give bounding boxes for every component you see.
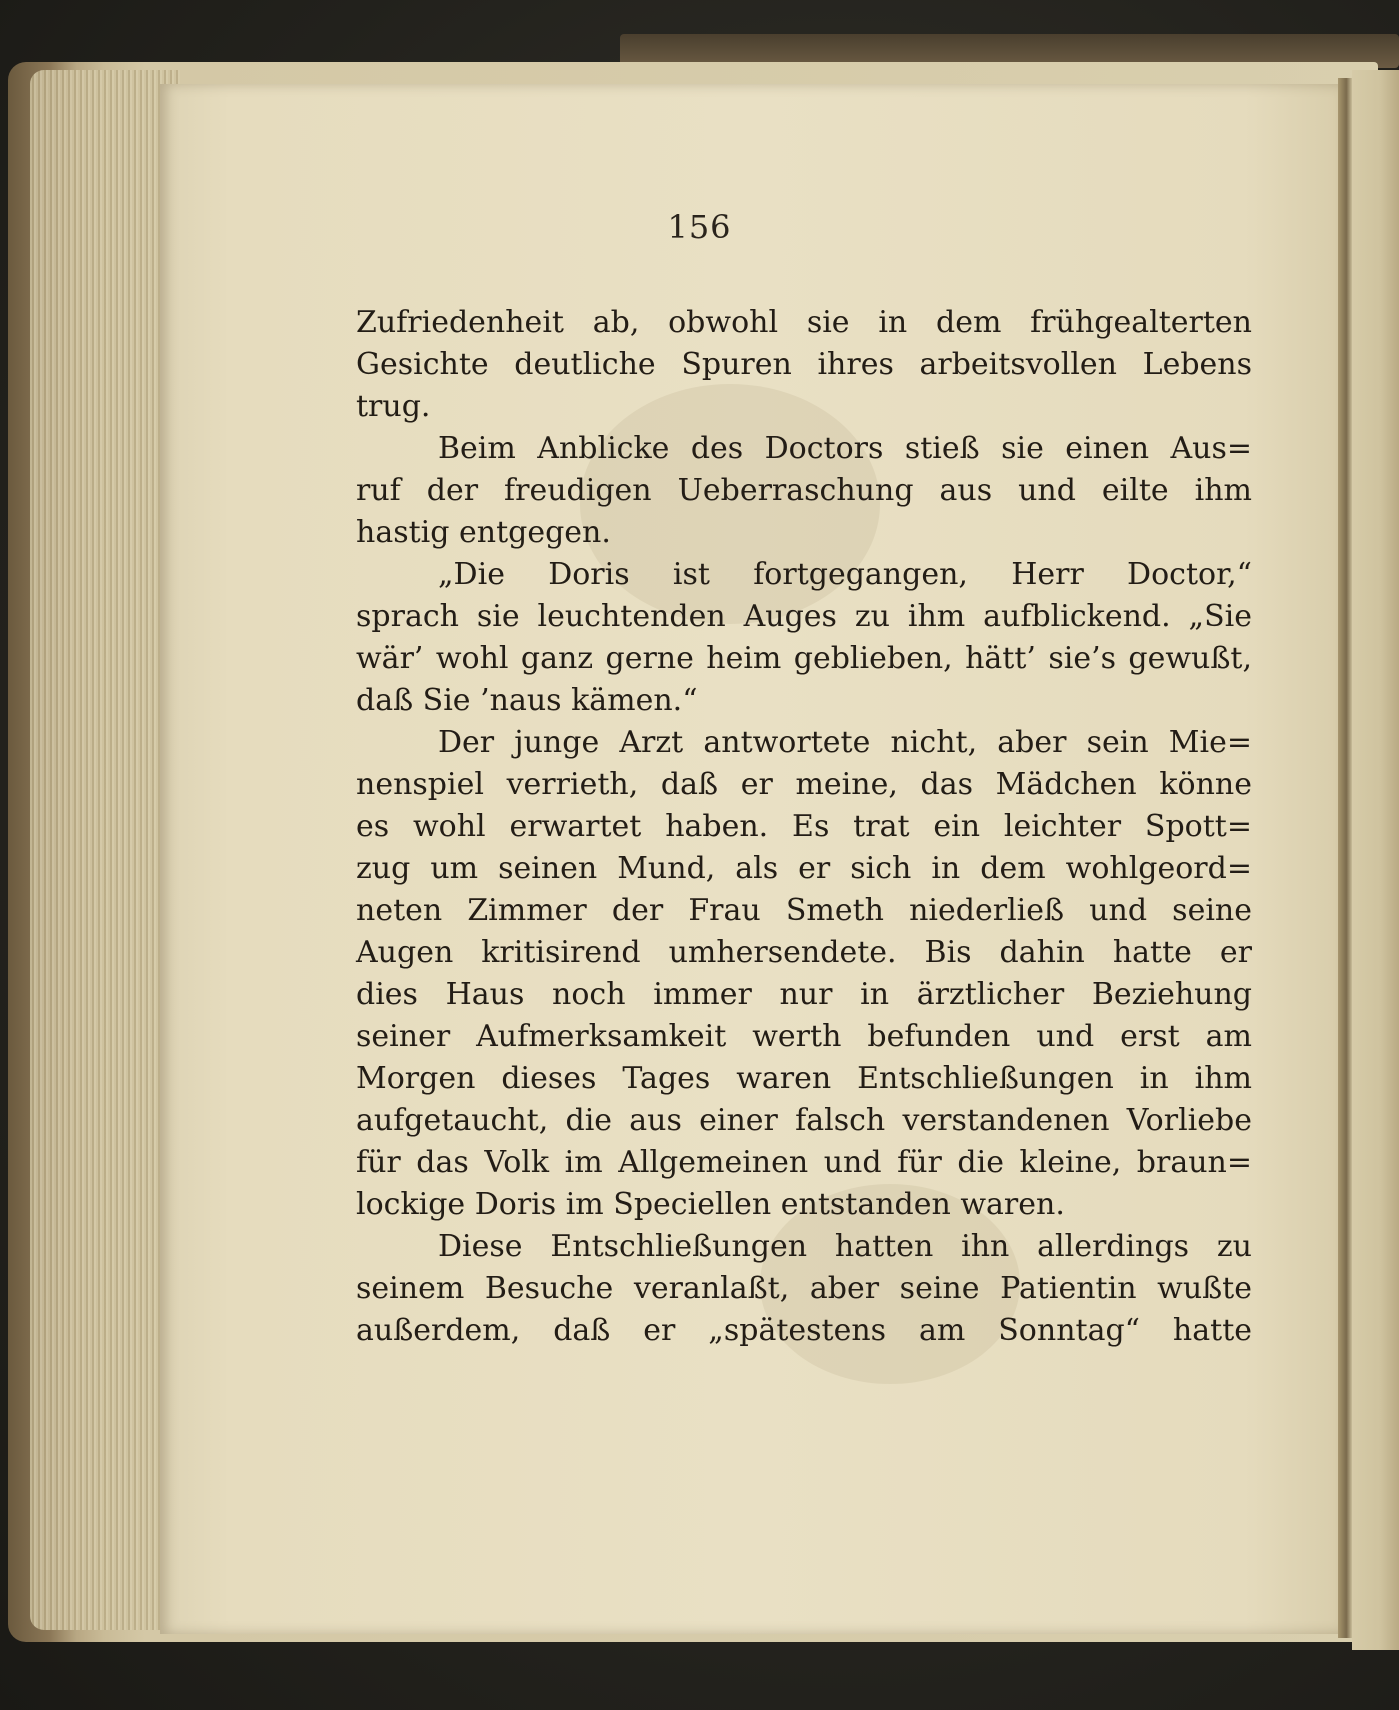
- text-line: Zufriedenheit ab, obwohl sie in dem frühgealterten: [356, 305, 1252, 340]
- text-line: daß Sie ’naus kämen.“: [356, 683, 698, 718]
- text-line: hastig entgegen.: [356, 515, 611, 550]
- text-line: lockige Doris im Speciellen entstanden waren.: [356, 1187, 1065, 1222]
- body-text: [356, 302, 1252, 1352]
- page-number: 156: [667, 208, 732, 246]
- text-line: Beim Anblicke des Doctors stieß sie einen Aus=: [438, 431, 1252, 466]
- text-line: Gesichte deutliche Spuren ihres arbeitsvollen Lebens: [356, 347, 1252, 382]
- text-line: Der junge Arzt antwortete nicht, aber sein Mie=: [438, 725, 1252, 760]
- text-line: außerdem, daß er „spätestens am Sonntag“ hatte: [356, 1313, 1252, 1348]
- text-line: sprach sie leuchtenden Auges zu ihm aufblickend. „Sie: [356, 599, 1252, 634]
- text-line: trug.: [356, 389, 431, 424]
- text-line: seinem Besuche veranlaßt, aber seine Patientin wußte: [356, 1271, 1252, 1306]
- text-line: dies Haus noch immer nur in ärztlicher Beziehung: [356, 977, 1252, 1012]
- text-line: zug um seinen Mund, als er sich in dem wohlgeord=: [356, 851, 1252, 886]
- text-line: es wohl erwartet haben. Es trat ein leichter Spott=: [356, 809, 1252, 844]
- text-line: neten Zimmer der Frau Smeth niederließ und seine: [356, 893, 1252, 928]
- text-line: seiner Aufmerksamkeit werth befunden und erst am: [356, 1019, 1252, 1054]
- facing-page-edge: [1352, 70, 1399, 1650]
- text-line: wär’ wohl ganz gerne heim geblieben, hätt’ sie’s gewußt,: [356, 641, 1252, 676]
- book-gutter: [1338, 78, 1352, 1638]
- text-line: ruf der freudigen Ueberraschung aus und eilte ihm: [356, 473, 1252, 508]
- text-line: „Die Doris ist fortgegangen, Herr Doctor,“: [438, 557, 1252, 592]
- page-edges: [30, 70, 180, 1630]
- text-line: aufgetaucht, die aus einer falsch verstandenen Vorliebe: [356, 1103, 1252, 1138]
- text-line: Augen kritisirend umhersendete. Bis dahin hatte er: [356, 935, 1252, 970]
- text-line: Diese Entschließungen hatten ihn allerdings zu: [438, 1229, 1252, 1264]
- text-line: nenspiel verrieth, daß er meine, das Mädchen könne: [356, 767, 1252, 802]
- text-line: Morgen dieses Tages waren Entschließungen in ihm: [356, 1061, 1252, 1096]
- text-line: für das Volk im Allgemeinen und für die kleine, braun=: [356, 1145, 1252, 1180]
